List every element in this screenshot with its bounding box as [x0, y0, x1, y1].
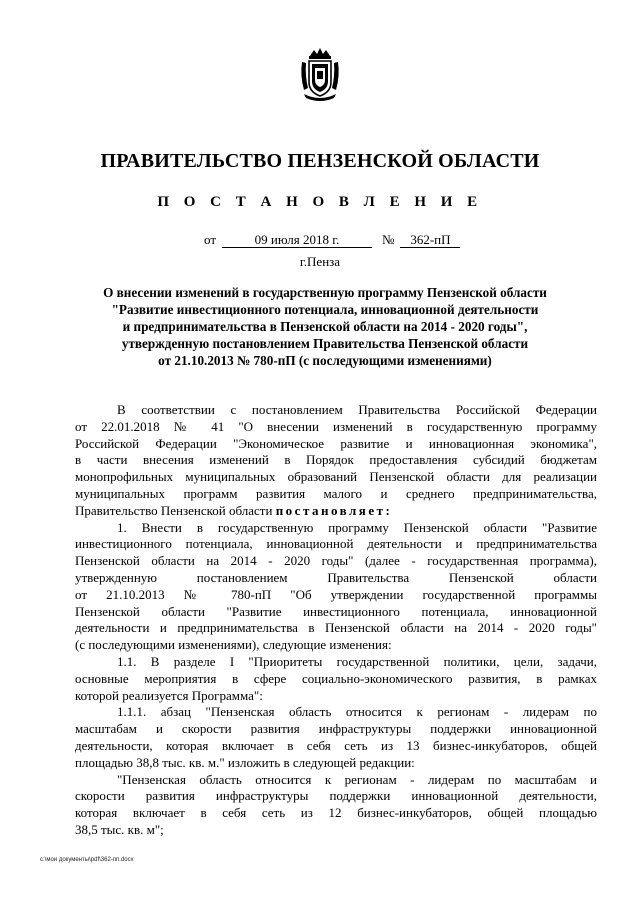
body-line: деятельности и предпринимательства в Пензенской области на 2014 - 2020 годы" — [75, 620, 597, 636]
body-line: (с последующими изменениями), следующие изменения: — [75, 637, 392, 653]
body-line: монопрофильных муниципальных образований Пензенской области для реализации — [75, 469, 597, 485]
body-line: В соответствии с постановлением Правительства Российской Федерации — [117, 402, 597, 417]
document-type: П О С Т А Н О В Л Е Н И Е — [157, 194, 483, 210]
body-line: площадью 38,8 тыс. кв. м." изложить в следующей редакции: — [75, 754, 415, 770]
body-line: муниципальных программ развития малого и среднего предпринимательства, — [75, 485, 597, 501]
title-line: О внесении изменений в государственную программу Пензенской области — [103, 285, 547, 300]
document-title — [70, 284, 580, 369]
date-field: 09 июля 2018 г. — [222, 233, 372, 248]
body-line: которая включает в себя сеть из 12 бизнес-инкубаторов, общей площадью — [75, 805, 597, 821]
file-path-footer: c:\мои документы\pdf\362-пп.docx — [40, 857, 134, 863]
body-line: от 22.01.2018 № 41 "О внесении изменений в государственную программу — [75, 418, 597, 434]
body-line — [75, 503, 597, 520]
title-line: "Развитие инвестиционного потенциала, инновационной деятельности — [111, 302, 539, 317]
body-line: которой реализуется Программа": — [75, 687, 263, 703]
document-body — [75, 402, 597, 839]
body-line: инвестиционного потенциала, инновационной деятельности и предпринимательства — [75, 536, 597, 552]
coat-of-arms-emblem — [298, 46, 342, 104]
title-line: и предпринимательства в Пензенской области на 2014 - 2020 годы", — [122, 319, 528, 334]
resolution-word: постановляет: — [275, 502, 393, 518]
number-field: 362-пП — [400, 233, 460, 248]
date-number-line — [204, 232, 460, 248]
body-line: Пензенской области "Развитие инвестиционного потенциала, инновационной — [75, 603, 597, 619]
body-line: "Пензенская область относится к регионам - лидерам по масштабам и — [117, 771, 597, 787]
organization-title: ПРАВИТЕЛЬСТВО ПЕНЗЕНСКОЙ ОБЛАСТИ — [100, 150, 540, 172]
body-line: деятельности, которая включает в себя сеть из 13 бизнес-инкубаторов, общей — [75, 737, 597, 753]
body-line: 1. Внести в государственную программу Пензенской области "Развитие — [117, 519, 597, 535]
body-line: основные мероприятия в сфере социально-экономического развития, в рамках — [75, 670, 597, 686]
body-line: от 21.10.2013 № 780-пП "Об утверждении государственной программы — [75, 586, 597, 602]
body-line: Пензенской области на 2014 - 2020 годы" (далее - государственная программа), — [75, 553, 597, 569]
body-line: в части внесения изменений в Порядок предоставления субсидий бюджетам — [75, 452, 597, 468]
body-text: Правительство Пензенской области — [75, 502, 273, 518]
body-line: скорости развития инфраструктуры поддержки инновационной деятельности, — [75, 788, 597, 804]
body-line: масштабам и скорости развития инфраструктуры поддержки инновационной — [75, 721, 597, 737]
number-label: № — [382, 232, 395, 247]
body-line: Российской Федерации "Экономическое развитие и инновационная экономика", — [75, 435, 597, 451]
body-line: 1.1. В разделе I "Приоритеты государственной политики, цели, задачи, — [117, 653, 597, 669]
body-line: утвержденную постановлением Правительства Пензенской области — [75, 569, 597, 585]
body-line: 38,5 тыс. кв. м"; — [75, 821, 164, 837]
title-line: от 21.10.2013 № 780-пП (с последующими изменениями) — [158, 353, 492, 368]
date-label: от — [204, 232, 217, 247]
body-line: 1.1.1. абзац "Пензенская область относится к регионам - лидерам по — [117, 704, 597, 720]
title-line: утвержденную постановлением Правительства Пензенской области — [121, 336, 529, 351]
city: г.Пенза — [299, 254, 341, 269]
